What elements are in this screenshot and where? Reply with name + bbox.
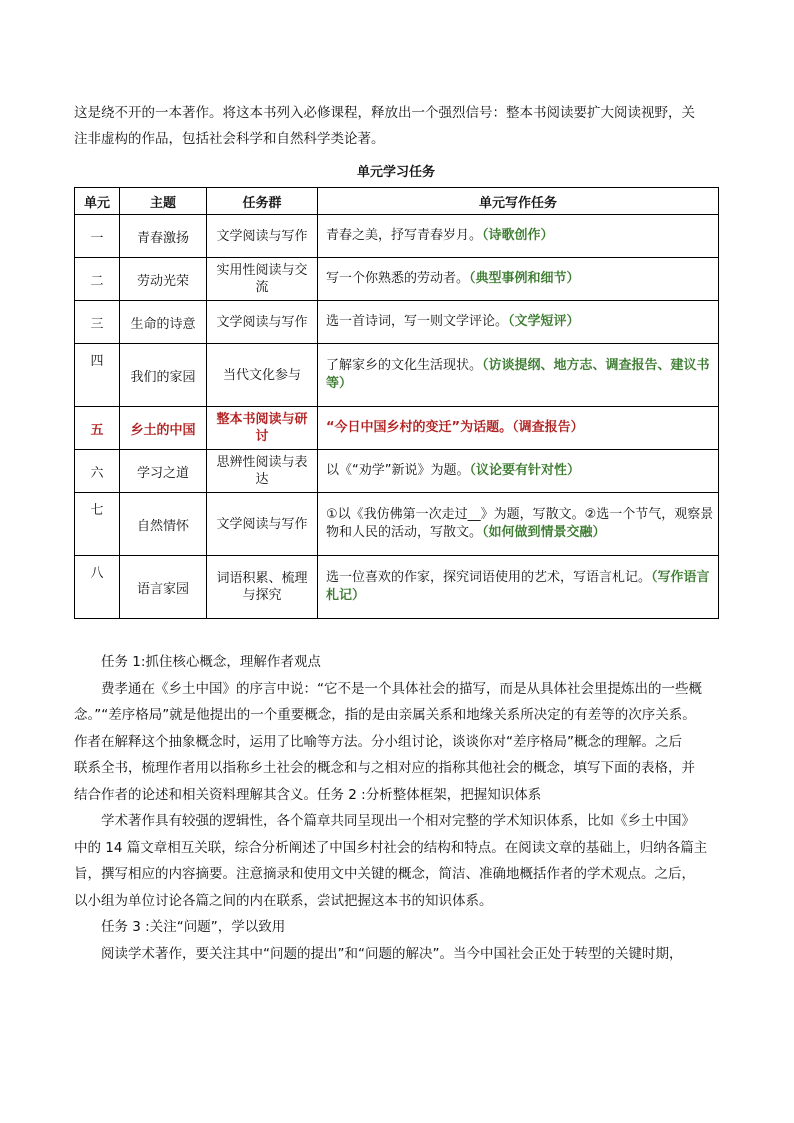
paragraph-line: 作者在解释这个抽象概念时，运用了比喻等方法。分小组讨论，谈谈你对“差序格局”概念的理解。之后	[74, 733, 682, 750]
cell-group: 文学阅读与写作	[207, 215, 318, 258]
cell-unit: 三	[75, 301, 120, 344]
cell-unit: 一	[75, 215, 120, 258]
task-note: （写作语言札记）	[326, 570, 710, 603]
cell-group: 整本书阅读与研讨	[207, 407, 318, 450]
task-text: 写一个你熟悉的劳动者。	[326, 271, 470, 286]
paragraph-line: 旨，撰写相应的内容摘要。注意摘录和使用文中关键的概念，简洁、准确地概括作者的学术观点。之后，	[74, 866, 695, 882]
cell-theme: 学习之道	[120, 450, 207, 493]
cell-group: 思辨性阅读与表达	[207, 450, 318, 493]
paragraph-line: 阅读学术著作，要关注其中“问题的提出”和“问题的解决”。当今中国社会正处于转型的关键时期，	[101, 945, 683, 962]
paragraph-line: 念。”“差序格局”就是他提出的一个重要概念，指的是由亲属关系和地缘关系所决定的有差等的次序关系。	[74, 707, 696, 723]
table-header-row	[75, 188, 719, 215]
table-title: 单元学习任务	[356, 165, 435, 180]
paragraph-line: 中的 14 篇文章相互关联，综合分析阐述了中国乡村社会的结构和特点。在阅读文章的基础上，归纳各篇主	[74, 839, 708, 856]
task-note: （文学短评）	[508, 314, 580, 329]
task-section	[74, 649, 734, 967]
task-text: 了解家乡的文化生活现状。	[326, 358, 483, 373]
cell-task	[318, 493, 719, 556]
header-unit: 单元	[75, 188, 120, 215]
cell-theme: 语言家园	[120, 556, 207, 619]
paragraph-line: 学术著作具有较强的逻辑性，各个篇章共同呈现出一个相对完整的学术知识体系，比如《乡土中国》	[101, 813, 695, 829]
cell-task	[318, 450, 719, 493]
paragraph-line: 费孝通在《乡土中国》的序言中说：“它不是一个具体社会的描写，而是从具体社会里提炼出的一些概	[101, 680, 702, 697]
table-row-highlighted	[75, 407, 719, 450]
cell-unit: 八	[75, 556, 120, 619]
task-heading: 任务 1:抓住核心概念，理解作者观点	[101, 654, 321, 670]
cell-theme: 劳动光荣	[120, 258, 207, 301]
task-text: 选一首诗词，写一则文学评论。	[326, 314, 509, 329]
cell-unit: 七	[75, 493, 120, 556]
cell-unit: 二	[75, 258, 120, 301]
task-note: （典型事例和细节）	[469, 271, 580, 286]
cell-unit: 五	[75, 407, 120, 450]
table-row	[75, 556, 719, 619]
header-theme: 主题	[120, 188, 207, 215]
cell-group: 文学阅读与写作	[207, 301, 318, 344]
cell-theme: 青春激扬	[120, 215, 207, 258]
cell-unit: 六	[75, 450, 120, 493]
cell-task	[318, 556, 719, 619]
task-text: 选一位喜欢的作家，探究词语使用的艺术，写语言札记。	[326, 570, 652, 585]
header-task: 单元写作任务	[318, 188, 719, 215]
cell-theme: 我们的家园	[120, 344, 207, 407]
cell-theme: 自然情怀	[120, 493, 207, 556]
cell-group: 文学阅读与写作	[207, 493, 318, 556]
table-row	[75, 493, 719, 556]
cell-group: 词语积累、梳理与探究	[207, 556, 318, 619]
task-text: 以《“劝学”新说》为题。	[326, 463, 470, 478]
task-text: 青春之美，抒写青春岁月。	[326, 228, 483, 243]
intro-line: 注非虚构的作品，包括社会科学和自然科学类论著。	[74, 131, 385, 147]
cell-group: 当代文化参与	[207, 344, 318, 407]
task-note: （调查报告）	[512, 420, 584, 435]
cell-theme: 乡土的中国	[120, 407, 207, 450]
table-row	[75, 258, 719, 301]
table-row	[75, 301, 719, 344]
cell-task	[318, 258, 719, 301]
task-heading: 任务 3 :关注“问题”，学以致用	[101, 919, 286, 935]
header-group: 任务群	[207, 188, 318, 215]
cell-unit: 四	[75, 344, 120, 407]
cell-task	[318, 301, 719, 344]
intro-paragraph	[74, 100, 724, 152]
cell-task	[318, 215, 719, 258]
task-note: （议论要有针对性）	[469, 463, 580, 478]
paragraph-line: 联系全书，梳理作者用以指称乡土社会的概念和与之相对应的指称其他社会的概念，填写下面的表格，并	[74, 760, 695, 776]
cell-task	[318, 344, 719, 407]
paragraph-line: 结合作者的论述和相关资料理解其含义。任务 2 :分析整体框架，把握知识体系	[74, 786, 542, 803]
cell-task	[318, 407, 719, 450]
task-note: （如何做到情景交融）	[482, 525, 606, 540]
paragraph-line: 以小组为单位讨论各篇之间的内在联系，尝试把握这本书的知识体系。	[74, 892, 493, 909]
task-text: “今日中国乡村的变迁”为话题。	[326, 420, 513, 435]
task-note: （访谈提纲、地方志、调查报告、建议书等）	[326, 358, 710, 391]
intro-line: 这是绕不开的一本著作。将这本书列入必修课程，释放出一个强烈信号：整本书阅读要扩大阅读视野，关	[74, 105, 695, 121]
table-row	[75, 344, 719, 407]
task-note: （诗歌创作）	[482, 228, 554, 243]
table-row	[75, 450, 719, 493]
cell-group: 实用性阅读与交流	[207, 258, 318, 301]
unit-task-table	[74, 187, 719, 619]
table-row	[75, 215, 719, 258]
cell-theme: 生命的诗意	[120, 301, 207, 344]
task-text: ①以《我仿佛第一次走过__》为题，写散文。②选一个节气，观察景物和人民的活动，写散文。	[326, 507, 714, 540]
